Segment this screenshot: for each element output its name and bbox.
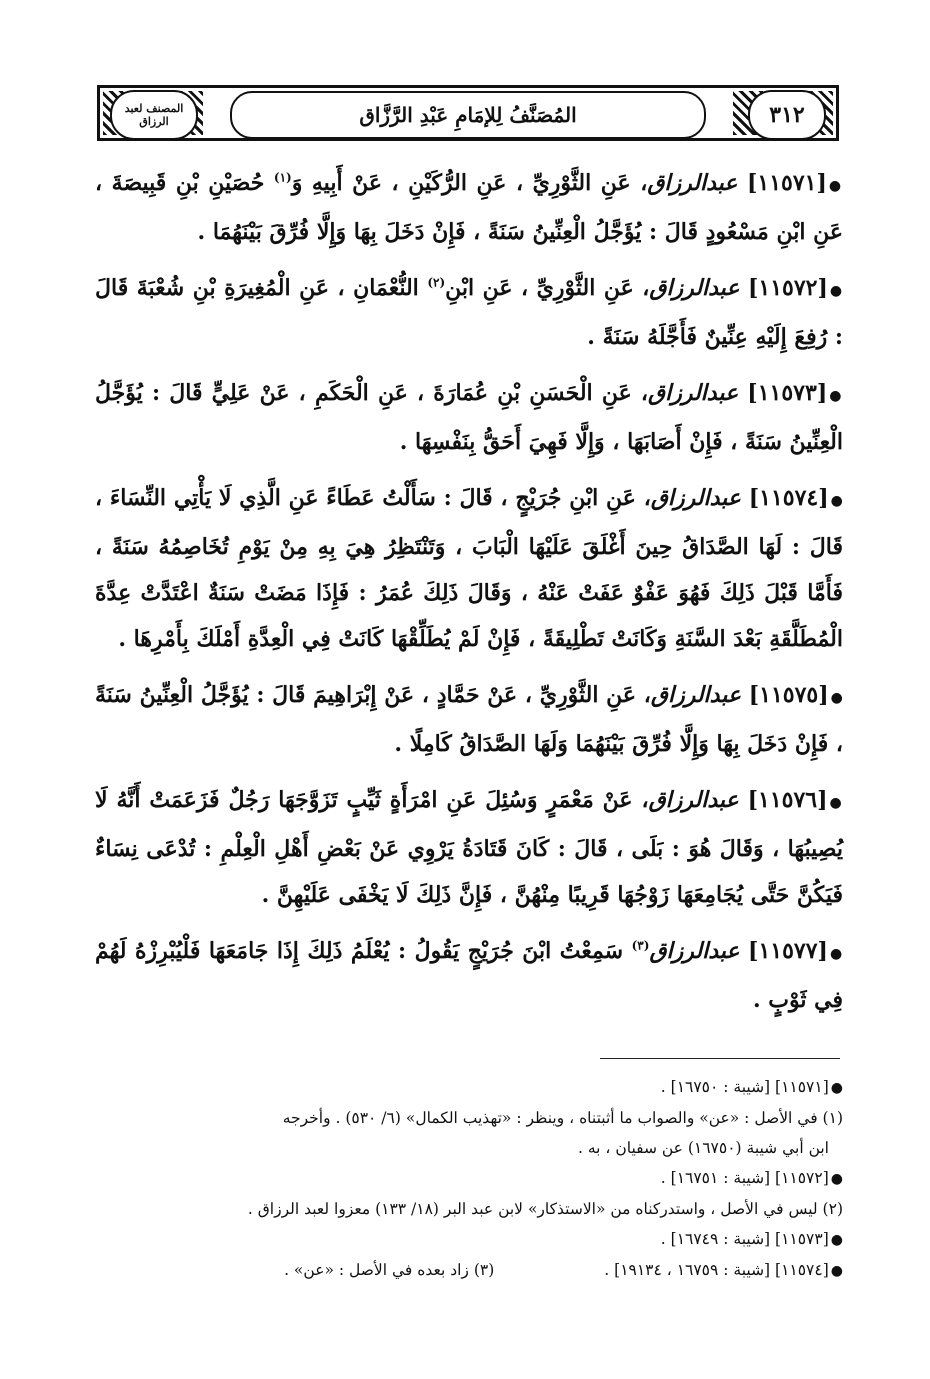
entry-number: [١١٥٧٢] xyxy=(747,275,828,301)
bullet-icon: ● xyxy=(829,388,843,404)
footnote-text: ابن أبي شيبة (١٦٧٥٠) عن سفيان ، به . xyxy=(578,1139,829,1157)
entry-number: [١١٥٧٣] xyxy=(747,380,828,406)
footnote-1-cont xyxy=(95,1133,843,1163)
entry-text: ، عَنِ الثَّوْرِيِّ ، عَنِ الرُّكَيْنِ ، عَنْ أَبِيهِ وَ xyxy=(291,170,648,196)
footnote-source xyxy=(95,1163,843,1194)
entry-number: [١١٥٧٧] xyxy=(748,938,828,964)
bullet-icon: ● xyxy=(830,1080,843,1096)
footnote-text: (٢) ليس في الأصل ، واستدركناه من «الاستذكار» لابن عبد البر (١٨/ ١٣٣) معزوا لعبد الرزاق . xyxy=(247,1200,843,1218)
hadith-entry xyxy=(95,475,843,662)
narrator-lead: عبدالرزاق xyxy=(650,485,741,511)
narrator-lead: عبدالرزاق xyxy=(650,682,741,708)
entry-text: حُصَيْنِ بْنِ قَبِيصَةَ ، عَنِ ابْنِ مَسْعُودٍ قَالَ : يُؤَجَّلُ الْعِنِّينُ سَنَةً ، فَإِنْ دَخَلَ بِهَا وَإِلَّا فُرِّقَ بَيْنَهُمَا . xyxy=(95,170,843,245)
entry-number: [١١٥٧٤] xyxy=(748,485,829,511)
footnote-source xyxy=(95,1224,843,1255)
footnote-3: (٣) زاد بعده في الأصل : «عن» . xyxy=(284,1261,495,1279)
bullet-icon: ● xyxy=(829,795,843,811)
footnote-ref: (٢) xyxy=(427,275,446,290)
hadith-entry xyxy=(95,160,843,255)
footnote-ref: (١) xyxy=(273,170,292,185)
narrator-lead: عبدالرزاق xyxy=(648,380,739,406)
footnote-source xyxy=(95,1072,843,1103)
page-number: ٣١٢ xyxy=(748,90,826,140)
entry-text: النُّعْمَانِ ، عَنِ الْمُغِيرَةِ بْنِ شُعْبَةَ قَالَ : رُفِعَ إِلَيْهِ عِنِّينٌ فَأَجَّلَهُ سَنَةً . xyxy=(95,275,843,350)
footnote-source xyxy=(604,1255,843,1286)
entry-number: [١١٥٧١] xyxy=(746,170,827,196)
main-text xyxy=(95,160,843,1033)
bullet-icon: ● xyxy=(830,1171,843,1187)
narrator-lead: عبدالرزاق xyxy=(649,275,740,301)
entry-text: ، عَنِ الْحَسَنِ بْنِ عُمَارَةَ ، عَنِ الْحَكَمِ ، عَنْ عَلِيٍّ قَالَ : يُؤَجَّلُ الْعِنِّينُ سَنَةً ، فَإِنْ أَصَابَهَا ، وَإِلَّا فَهِيَ أَحَقُّ بِنَفْسِهَا . xyxy=(95,380,843,455)
entry-number: [١١٥٧٥] xyxy=(748,682,829,708)
footnote-2 xyxy=(95,1194,843,1224)
bullet-icon: ● xyxy=(829,283,844,299)
bullet-icon: ● xyxy=(830,690,843,706)
entry-text: سَمِعْتُ ابْنَ جُرَيْجٍ يَقُولُ : يُعْلَمُ ذَلِكَ إِذَا جَامَعَهَا فَلْيُبْرِزْهُ لَهُمْ فِي ثَوْبٍ . xyxy=(95,938,843,1013)
entry-text: ، عَنِ ابْنِ جُرَيْجٍ ، قَالَ : سَأَلْتُ عَطَاءً عَنِ الَّذِي لَا يَأْتِي النِّسَاءَ ، قَالَ : لَهَا الصَّدَاقُ حِينَ أَغْلَقَ عَلَيْهَا الْبَابَ ، وَتَنْتَظِرُ هِيَ بِهِ مِنْ يَوْمِ تُخَاصِمُهُ سَنَةً ، فَأَمَّا قَبْلَ ذَلِكَ فَهُوَ عَفْوٌ عَفَتْ عَنْهُ ، وَقَالَ ذَلِكَ عُمَرُ : فَإِذَا مَضَتْ سَنَةٌ اعْتَدَّتْ عِدَّةَ الْمُطَلَّقَةِ بَعْدَ السَّنَةِ وَكَانَتْ تَطْلِيقَةً ، فَإِنْ لَمْ يُطَلِّقْهَا كَانَتْ فِي الْعِدَّةِ أَمْلَكَ بِأَمْرِهَا . xyxy=(95,485,843,652)
footnote-text: [١١٥٧٣] [شيبة : ١٦٧٤٩] . xyxy=(660,1230,829,1248)
footnote-ref: (٣) xyxy=(631,938,650,953)
bullet-icon: ● xyxy=(828,178,843,194)
hadith-entry xyxy=(95,777,843,918)
hadith-entry xyxy=(95,672,843,767)
narrator-lead: عبدالرزاق xyxy=(647,170,738,196)
hadith-entry xyxy=(95,928,843,1023)
book-title: المُصَنَّفُ لِلإمَامِ عَبْدِ الرَّزَّاق xyxy=(230,91,706,139)
hadith-entry xyxy=(95,370,843,465)
bullet-icon: ● xyxy=(829,946,843,962)
footnote-text: (١) في الأصل : «عن» والصواب ما أثبتناه ، وينظر : «تهذيب الكمال» (٦/ ٥٣٠) . وأخرجه xyxy=(282,1109,843,1127)
running-header xyxy=(97,85,839,141)
footnote-text: [١١٥٧٤] [شيبة : ١٦٧٥٩ ، ١٩١٣٤] . xyxy=(604,1261,829,1279)
bullet-icon: ● xyxy=(830,1232,843,1248)
entry-text: ، عَنِ الثَّوْرِيِّ ، عَنِ ابْنِ xyxy=(445,275,650,301)
entry-text: ، عَنِ الثَّوْرِيِّ ، عَنْ حَمَّادٍ ، عَنْ إِبْرَاهِيمَ قَالَ : يُؤَجَّلُ الْعِنِّينُ سَنَةً ، فَإِنْ دَخَلَ بِهَا وَإِلَّا فُرِّقَ بَيْنَهُمَا وَلَهَا الصَّدَاقُ كَامِلًا . xyxy=(95,682,843,757)
footnote-text: [١١٥٧٢] [شيبة : ١٦٧٥١] . xyxy=(660,1169,829,1187)
bullet-icon: ● xyxy=(830,1263,843,1279)
footnote-1 xyxy=(95,1103,843,1133)
footnote-row xyxy=(95,1255,843,1286)
bullet-icon: ● xyxy=(830,493,843,509)
entry-number: [١١٥٧٦] xyxy=(747,787,828,813)
narrator-lead: عبدالرزاق xyxy=(649,938,740,964)
footnote-divider xyxy=(600,1058,840,1059)
hadith-entry xyxy=(95,265,843,360)
footnote-text: [١١٥٧١] [شيبة : ١٦٧٥٠] . xyxy=(660,1078,829,1096)
entry-text: ، عَنْ مَعْمَرٍ وَسُئِلَ عَنِ امْرَأَةٍ ثَيِّبٍ تَزَوَّجَهَا رَجُلٌ فَزَعَمَتْ أَنَّهُ لَا يُصِيبُهَا ، وَقَالَ هُوَ : بَلَى ، قَالَ : كَانَ قَتَادَةُ يَرْوِي عَنْ بَعْضِ أَهْلِ الْعِلْمِ : تُدْعَى نِسَاءٌ فَيَكُنَّ حَتَّى يُجَامِعَهَا زَوْجُهَا قَرِيبًا مِنْهُنَّ ، فَإِنَّ ذَلِكَ لَا يَخْفَى عَلَيْهِنَّ . xyxy=(95,787,843,908)
footnotes xyxy=(95,1072,843,1286)
narrator-lead: عبدالرزاق xyxy=(648,787,739,813)
emblem-logo: المصنف لعبد الرزاق xyxy=(110,90,198,140)
